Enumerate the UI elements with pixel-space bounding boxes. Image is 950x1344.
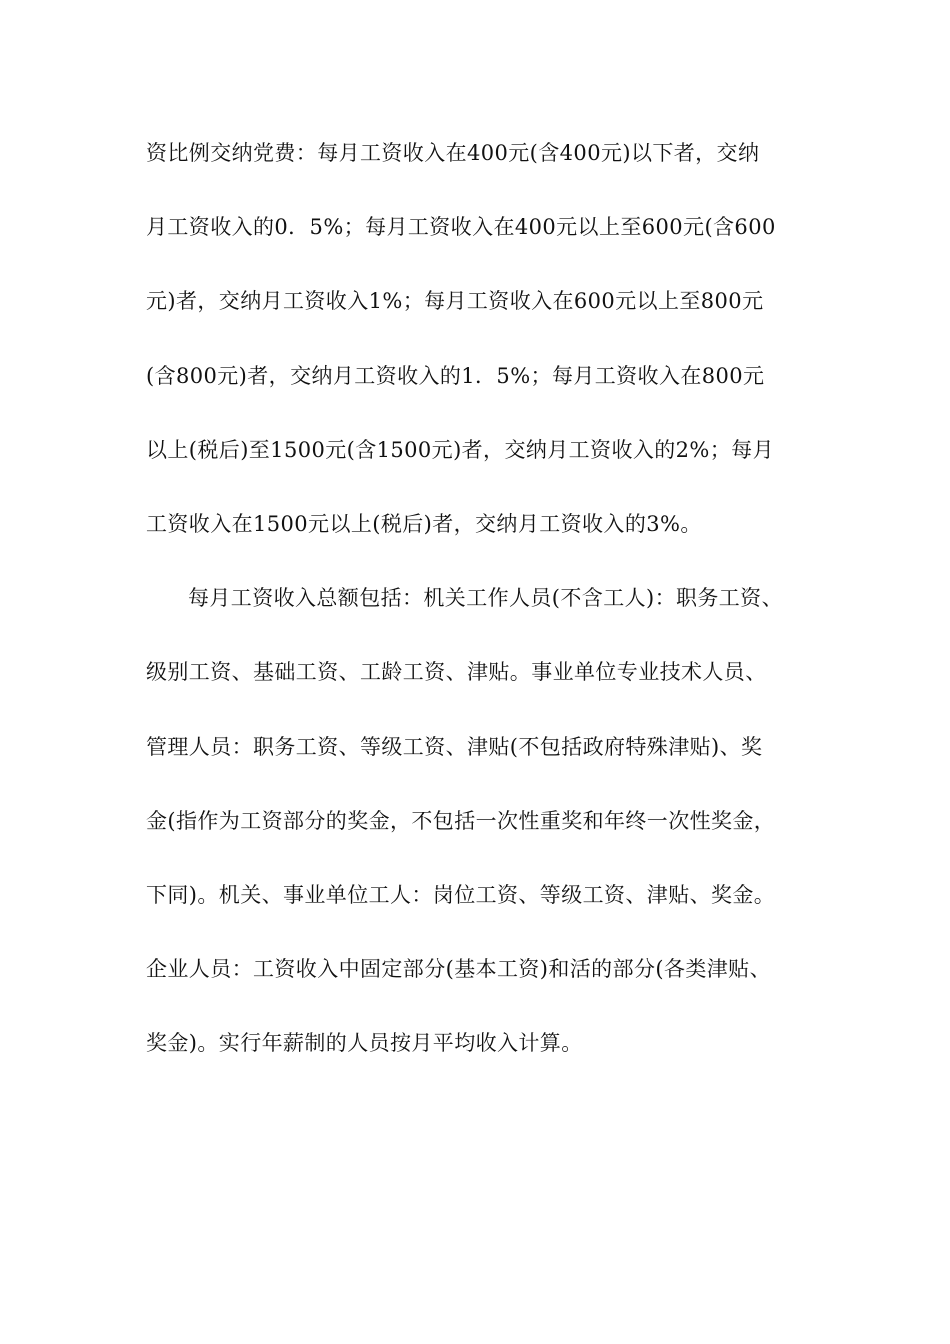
paragraph-income-definition: [146, 576, 811, 1095]
text-line: 下同)。机关、事业单位工人：岗位工资、等级工资、津贴、奖金。: [146, 882, 776, 907]
text-line: 金(指作为工资部分的奖金，不包括一次性重奖和年终一次性奖金，: [146, 808, 776, 833]
text-line: 级别工资、基础工资、工龄工资、津贴。事业单位专业技术人员、: [146, 660, 767, 685]
text-line: 每月工资收入总额包括：机关工作人员(不含工人)：职务工资、: [188, 586, 783, 611]
text-line: 以上(税后)至1500元(含1500元)者，交纳月工资收入的2%；每月: [146, 437, 774, 462]
text-line: 奖金)。实行年薪制的人员按月平均收入计算。: [146, 1031, 583, 1056]
paragraph-party-dues-rates: [146, 131, 811, 576]
text-line: 元)者，交纳月工资收入1%；每月工资收入在600元以上至800元: [146, 289, 764, 314]
text-line: 工资收入在1500元以上(税后)者，交纳月工资收入的3%。: [146, 511, 702, 536]
text-line: (含800元)者，交纳月工资收入的1．5%；每月工资收入在800元: [146, 363, 765, 388]
document-body: [146, 131, 811, 1095]
text-line: 管理人员：职务工资、等级工资、津贴(不包括政府特殊津贴)、奖: [146, 734, 763, 759]
text-line: 企业人员：工资收入中固定部分(基本工资)和活的部分(各类津贴、: [146, 957, 771, 982]
text-line: 资比例交纳党费：每月工资收入在400元(含400元)以下者，交纳: [146, 141, 760, 165]
text-line: 月工资收入的0．5%；每月工资收入在400元以上至600元(含600: [146, 215, 776, 240]
